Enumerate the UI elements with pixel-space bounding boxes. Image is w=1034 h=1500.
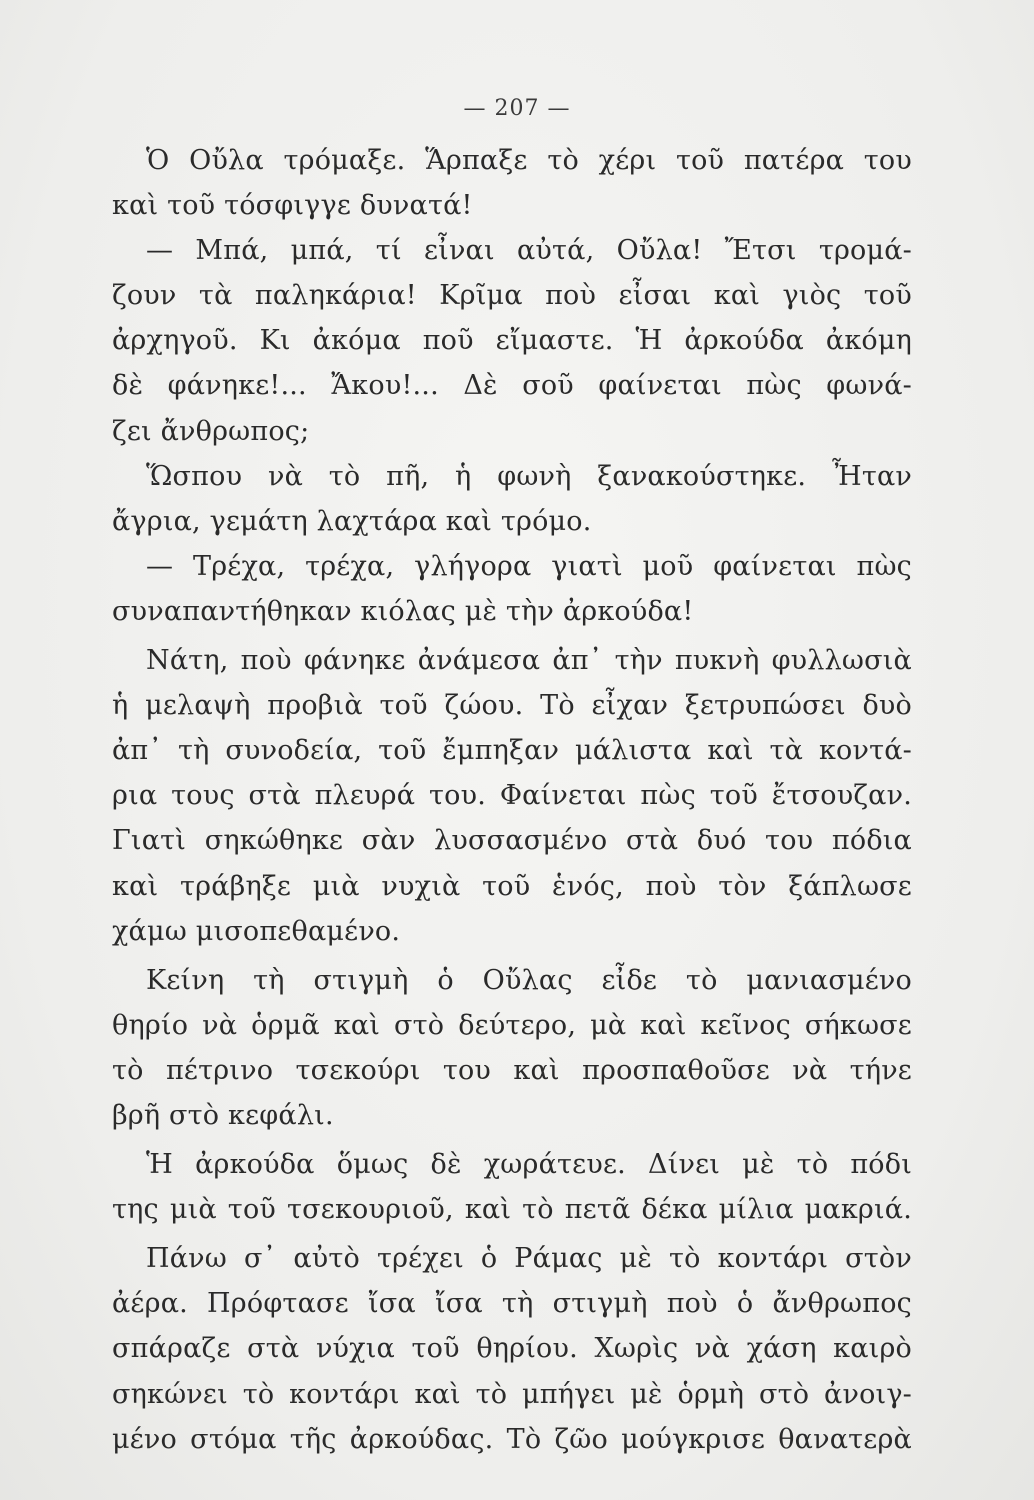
text-line: ἀέρα. Πρόφτασε ἴσα ἴσα τὴ στιγμὴ ποὺ ὁ ἄνθρωπος — [112, 1288, 912, 1320]
text-line: ἡ μελαψὴ προβιὰ τοῦ ζώου. Τὸ εἶχαν ξετρυπώσει δυὸ — [112, 690, 912, 722]
text-line: θηρίο νὰ ὁρμᾶ καὶ στὸ δεύτερο, μὰ καὶ κεῖνος σήκωσε — [112, 1009, 912, 1041]
text-line: δὲ φάνηκε!... Ἄκου!... Δὲ σοῦ φαίνεται πὼς φωνά- — [112, 370, 912, 402]
text-line: Γιατὶ σηκώθηκε σὰν λυσσασμένο στὰ δυό του πόδια — [112, 825, 912, 857]
text-line: καὶ τράβηξε μιὰ νυχιὰ τοῦ ἑνός, ποὺ τὸν ξάπλωσε — [112, 870, 912, 902]
text-line: βρῆ στὸ κεφάλι. — [112, 1099, 334, 1131]
text-line: της μιὰ τοῦ τσεκουριοῦ, καὶ τὸ πετᾶ δέκα μίλια μακριά. — [112, 1194, 912, 1226]
text-line: Ὥσπου νὰ τὸ πῆ, ἡ φωνὴ ξανακούστηκε. Ἦταν — [146, 460, 912, 492]
text-line: Νάτη, ποὺ φάνηκε ἀνάμεσα ἀπ᾽ τὴν πυκνὴ φυλλωσιὰ — [146, 645, 912, 677]
text-line: σπάραζε στὰ νύχια τοῦ θηρίου. Χωρὶς νὰ χάση καιρὸ — [112, 1333, 912, 1365]
text-line: τὸ πέτρινο τσεκούρι του καὶ προσπαθοῦσε νὰ τήνε — [112, 1054, 912, 1086]
text-line: Ἡ ἀρκούδα ὅμως δὲ χωράτευε. Δίνει μὲ τὸ πόδι — [146, 1149, 912, 1181]
text-line: Κείνη τὴ στιγμὴ ὁ Οὔλας εἶδε τὸ μανιασμένο — [146, 964, 912, 996]
text-line: ζει ἄνθρωπος; — [112, 415, 310, 447]
text-line: — Μπά, μπά, τί εἶναι αὐτά, Οὔλα! Ἔτσι τρομά- — [146, 235, 912, 267]
text-line: Πάνω σ᾽ αὐτὸ τρέχει ὁ Ράμας μὲ τὸ κοντάρι στὸν — [146, 1243, 912, 1275]
text-line: ζουν τὰ παληκάρια! Κρῖμα ποὺ εἶσαι καὶ γιὸς τοῦ — [112, 280, 912, 312]
page-number: — 207 — — [463, 96, 571, 121]
text-line: μένο στόμα τῆς ἀρκούδας. Τὸ ζῶο μούγκρισε θανατερὰ — [112, 1423, 912, 1455]
text-line: — Τρέχα, τρέχα, γλήγορα γιατὶ μοῦ φαίνεται πὼς — [146, 550, 912, 582]
text-line: ἀπ᾽ τὴ συνοδεία, τοῦ ἔμπηξαν μάλιστα καὶ τὰ κοντά- — [112, 735, 912, 767]
text-line: Ὁ Οὔλα τρόμαξε. Ἅρπαξε τὸ χέρι τοῦ πατέρα του — [146, 145, 912, 176]
body-text — [112, 138, 912, 1462]
text-line: καὶ τοῦ τόσφιγγε δυνατά! — [112, 190, 473, 222]
text-line: χάμω μισοπεθαμένο. — [112, 915, 401, 947]
text-line: ρια τους στὰ πλευρά του. Φαίνεται πὼς τοῦ ἔτσουζαν. — [112, 780, 912, 812]
text-line: ἄγρια, γεμάτη λαχτάρα καὶ τρόμο. — [112, 505, 592, 537]
text-line: σηκώνει τὸ κοντάρι καὶ τὸ μπήγει μὲ ὁρμὴ στὸ ἀνοιγ- — [112, 1378, 912, 1410]
text-line: συναπαντήθηκαν κιόλας μὲ τὴν ἀρκούδα! — [112, 595, 694, 627]
text-line: ἀρχηγοῦ. Κι ἀκόμα ποῦ εἴμαστε. Ἡ ἀρκούδα ἀκόμη — [112, 325, 912, 357]
